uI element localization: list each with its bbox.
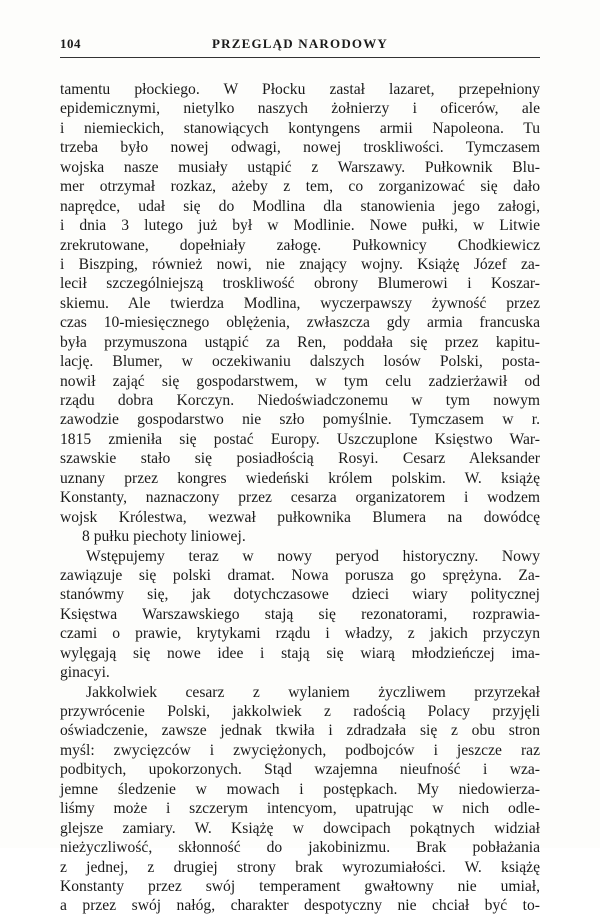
text-line: zawiązuje się polski dramat. Nowa porusza go sprężyna. Za-	[60, 566, 540, 584]
text-line: trzeba było nowej odwagi, nowej troskliwości. Tymczasem	[60, 139, 540, 157]
text-line: rządu dobra Korczyn. Niedoświadczonemu w tym nowym	[60, 392, 540, 409]
text-line: i Biszping, również nowi, nie znający wojny. Książę Józef za-	[60, 255, 540, 273]
text-line: zrekrutowane, dopełniały załogę. Pułkownicy Chodkiewicz	[60, 236, 540, 254]
text-line: tamentu płockiego. W Płocku zastał lazaret, przepełniony	[60, 81, 540, 98]
text-line: Jakkolwiek cesarz z wylaniem życzliwem przyrzekał	[86, 683, 540, 701]
text-line: stanówmy się, jak dotychczasowe dzieci wiary politycznej	[60, 586, 540, 604]
page-header	[60, 36, 540, 58]
running-title: PRZEGLĄD NARODOWY	[211, 36, 389, 51]
text-line: mer otrzymał rozkaz, ażeby z tem, co zorganizować się dało	[60, 178, 540, 196]
text-line: oświadczenie, zawsze jednak tkwiła i zdradzała się z obu stron	[60, 722, 540, 740]
text-line: wojska nasze musiały ustąpić z Warszawy. Pułkownik Blu-	[60, 158, 540, 176]
text-line: skiemu. Ale twierdza Modlina, wyczerpawszy żywność przez	[60, 294, 540, 312]
text-line: lację. Blumer, w oczekiwaniu dalszych losów Polski, posta-	[60, 353, 540, 371]
text-line: lecił szczególniejszą troskliwość obrony Blumerowi i Koszar-	[60, 275, 540, 293]
text-line: przywrócenie Polski, jakkolwiek z radością Polacy przyjęli	[60, 703, 540, 720]
text-line: a przez swój nałóg, charakter despotyczny nie chciał być to-	[60, 897, 540, 915]
text-line: Księstwa Warszawskiego stają się rezonatorami, rozprawia-	[60, 605, 540, 623]
body-text	[60, 80, 540, 916]
text-line: zawodzie gospodarstwo nie szło pomyślnie. Tymczasem w r.	[60, 411, 540, 429]
text-line: liśmy może i szczerym intencyom, upatrując w nich odle-	[60, 800, 540, 818]
text-line: myśl: zwycięzców i zwyciężonych, podbojców i jeszcze raz	[60, 741, 540, 759]
text-line: epidemicznymi, nietylko naszych żołnierzy i oficerów, ale	[60, 100, 540, 118]
text-line: i niemieckich, stanowiących kontyngens armii Napoleona. Tu	[60, 119, 540, 137]
text-line: wylęgają się nowe idee i stają się wiarą młodzieńczej ima-	[60, 644, 540, 662]
text-line: była przymuszona ustąpić za Ren, poddała się przez kapitu-	[60, 333, 540, 351]
text-line: czami o prawie, krytykami rządu i władzy, z jakich przyczyn	[60, 625, 540, 643]
text-line: 1815 zmieniła się postać Europy. Uszczuplone Księstwo War-	[60, 430, 540, 448]
text-line: uznany przez kongres wiedeński królem polskim. W. książę	[60, 469, 540, 487]
text-line: nieżyczliwość, skłonność do jakobinizmu. Brak pobłażania	[60, 839, 540, 857]
text-line: Wstępujemy teraz w nowy peryod historyczny. Nowy	[86, 547, 540, 565]
header-rule	[60, 57, 540, 58]
text-line: Konstanty, naznaczony przez cesarza organizatorem i wodzem	[60, 489, 540, 507]
text-line: z jednej, z drugiej strony brak wyrozumiałości. W. książę	[60, 858, 540, 876]
text-line: ginacyi.	[60, 664, 110, 682]
text-line: wojsk Królestwa, wezwał pułkownika Blumera na dowódcę	[60, 508, 540, 526]
page-number: 104	[60, 36, 81, 51]
text-line: czas 10-miesięcznego oblężenia, zwłaszcza gdy armia francuska	[60, 314, 540, 332]
text-line: jemne śledzenie w mowach i postępkach. My niedowierza-	[60, 780, 540, 798]
text-line: naprędce, udał się do Modlina dla stanowienia jego załogi,	[60, 197, 540, 215]
text-line: Konstanty przez swój temperament gwałtowny nie umiał,	[60, 877, 540, 895]
text-line: podbitych, upokorzonych. Stąd wzajemna nieufność i wza-	[60, 761, 540, 779]
text-line: nowił zająć się gospodarstwem, w tym celu zadzierżawił od	[60, 372, 540, 390]
text-line: 8 pułku piechoty liniowej.	[82, 528, 246, 546]
text-line: i dnia 3 lutego już był w Modlinie. Nowe pułki, w Litwie	[60, 217, 540, 235]
text-line: glejsze zamiary. W. Książę w dowcipach pokątnych widział	[60, 819, 540, 837]
text-line: szawskie stało się posiadłością Rosyi. Cesarz Aleksander	[60, 450, 540, 468]
